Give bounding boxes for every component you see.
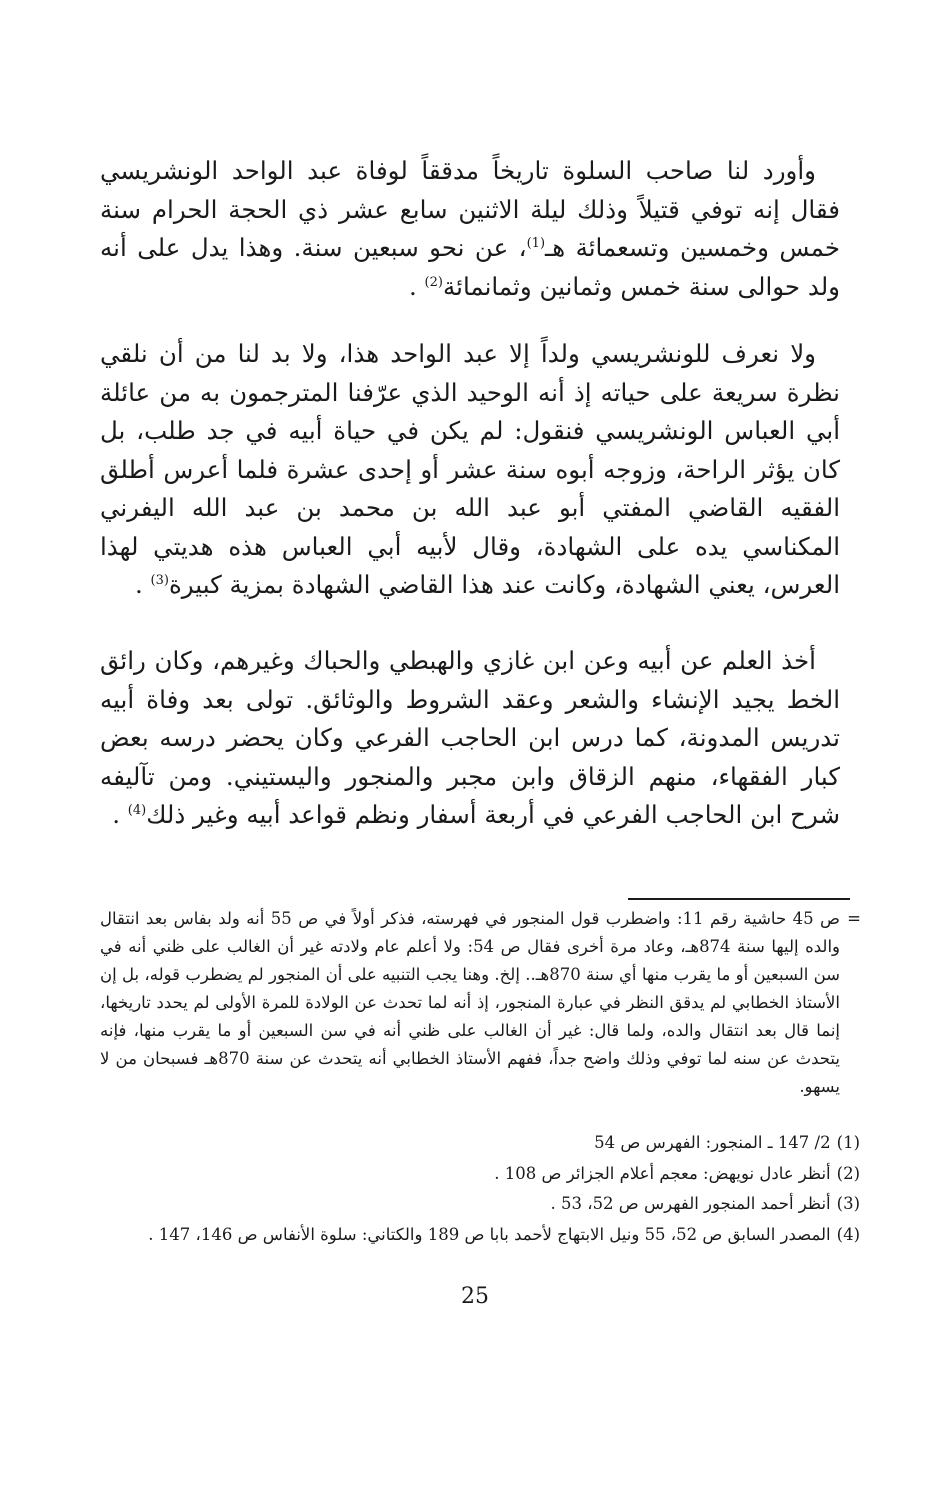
footnote-3	[100, 1189, 860, 1220]
footnote-continued-marker: =	[847, 909, 861, 928]
footnote-2	[100, 1159, 860, 1190]
paragraph-2-text-b: .	[134, 570, 151, 599]
footnote-ref-3: (3)	[150, 572, 169, 588]
footnote-list	[100, 1128, 860, 1250]
body-paragraph-1	[100, 152, 840, 306]
footnote-number: (4)	[836, 1224, 860, 1244]
footnote-number: (3)	[836, 1194, 860, 1213]
paragraph-3-text-b: .	[112, 800, 128, 829]
body-paragraph-3	[100, 642, 840, 835]
paragraph-1-text-c: .	[408, 271, 425, 301]
footnote-text: المصدر السابق ص 52، 55 ونيل الابتهاج لأحمد بابا ص 189 والكتاني: سلوة الأنفاس ص 146، 147 .	[148, 1224, 831, 1244]
paragraph-3-text-a: أخذ العلم عن أبيه وعن ابن غازي والهبطي والحباك وغيرهم، وكان رائق الخط يجيد الإنشاء والشعر وعقد الشروط والوثائق. تولى بعد وفاة أبيه تدريس المدونة، كما درس ابن الحاجب الفرعي وكان يحضر درسه بعض كبار الفقهاء، منهم الزقاق وابن مجبر والمنجور واليستيني. ومن تآليفه شرح ابن الحاجب الفرعي في أربعة أسفار ونظم قواعد أبيه وغير ذلك	[100, 646, 840, 829]
footnote-number: (1)	[836, 1133, 860, 1152]
footnote-text: أنظر عادل نويهض: معجم أعلام الجزائر ص 108 .	[494, 1163, 831, 1183]
paragraph-2-text-a: ولا نعرف للونشريسي ولداً إلا عبد الواحد هذا، ولا بد لنا من أن نلقي نظرة سريعة على حياته إذ أنه الوحيد الذي عرّفنا المترجمون به من عائلة أبي العباس الونشريسي فنقول: لم يكن في حياة أبيه في جد طلب، بل كان يؤثر الراحة، وزوجه أبوه سنة عشر أو إحدى عشرة فلما أعرس أطلق الفقيه القاضي المفتي أبو عبد الله بن محمد بن عبد الله اليفرني المكناسي يده على الشهادة، وقال لأبيه أبي العباس هذه هديتي لهذا العرس، يعني الشهادة، وكانت عند هذا القاضي الشهادة بمزية كبيرة	[100, 339, 840, 599]
footnote-continued-text: ص 45 حاشية رقم 11: واضطرب قول المنجور في فهرسته، فذكر أولاً في ص 55 أنه ولد بفاس بعد انتقال والده إليها سنة 874هـ، وعاد مرة أخرى فقال ص 54: ولا أعلم عام ولادته غير أن الغالب على ظني أنه في سن السبعين أو ما يقرب منها أي سنة 870هـ.. إلخ. وهنا يجب التنبيه على أن المنجور لم يضطرب قوله، بل إن الأستاذ الخطابي لم يدقق النظر في عبارة المنجور، إذ أنه لما تحدث عن الولادة للمرة الأولى لم يحدد تاريخها، إنما قال بعد انتقال والده، ولما قال: غير أن الغالب على ظني أنه في سن السبعين أو ما يقرب منها، فإنه يتحدث عن سنه لما توفي وذلك واضح جداً، ففهم الأستاذ الخطابي أنه يتحدث عن سنة 870هـ فسبحان من لا يسهو.	[100, 909, 841, 1096]
footnote-separator	[628, 898, 850, 900]
paragraph-1-text-b: ، عن نحو سبعين سنة. وهذا يدل على أنه ولد حوالى سنة خمس وثمانين وثمانمائة	[100, 233, 840, 301]
footnote-ref-2: (2)	[424, 274, 443, 290]
footnote-ref-1: (1)	[526, 235, 546, 251]
footnote-number: (2)	[836, 1163, 860, 1183]
footnote-text: 2/ 147 ـ المنجور: الفهرس ص 54	[594, 1133, 831, 1152]
footnote-1	[100, 1128, 860, 1159]
footnote-ref-4: (4)	[127, 802, 147, 818]
paragraph-1-text-a: وأورد لنا صاحب السلوة تاريخاً مدققاً لوفاة عبد الواحد الونشريسي فقال إنه توفي قتيلاً وذلك ليلة الاثنين سابع عشر ذي الحجة الحرام سنة خمس وخمسين وتسعمائة هـ	[100, 156, 840, 262]
body-paragraph-2	[100, 335, 840, 605]
page-number: 25	[461, 1284, 489, 1309]
footnote-4	[100, 1220, 860, 1251]
footnote-text: أنظر أحمد المنجور الفهرس ص 52، 53 .	[550, 1194, 831, 1213]
